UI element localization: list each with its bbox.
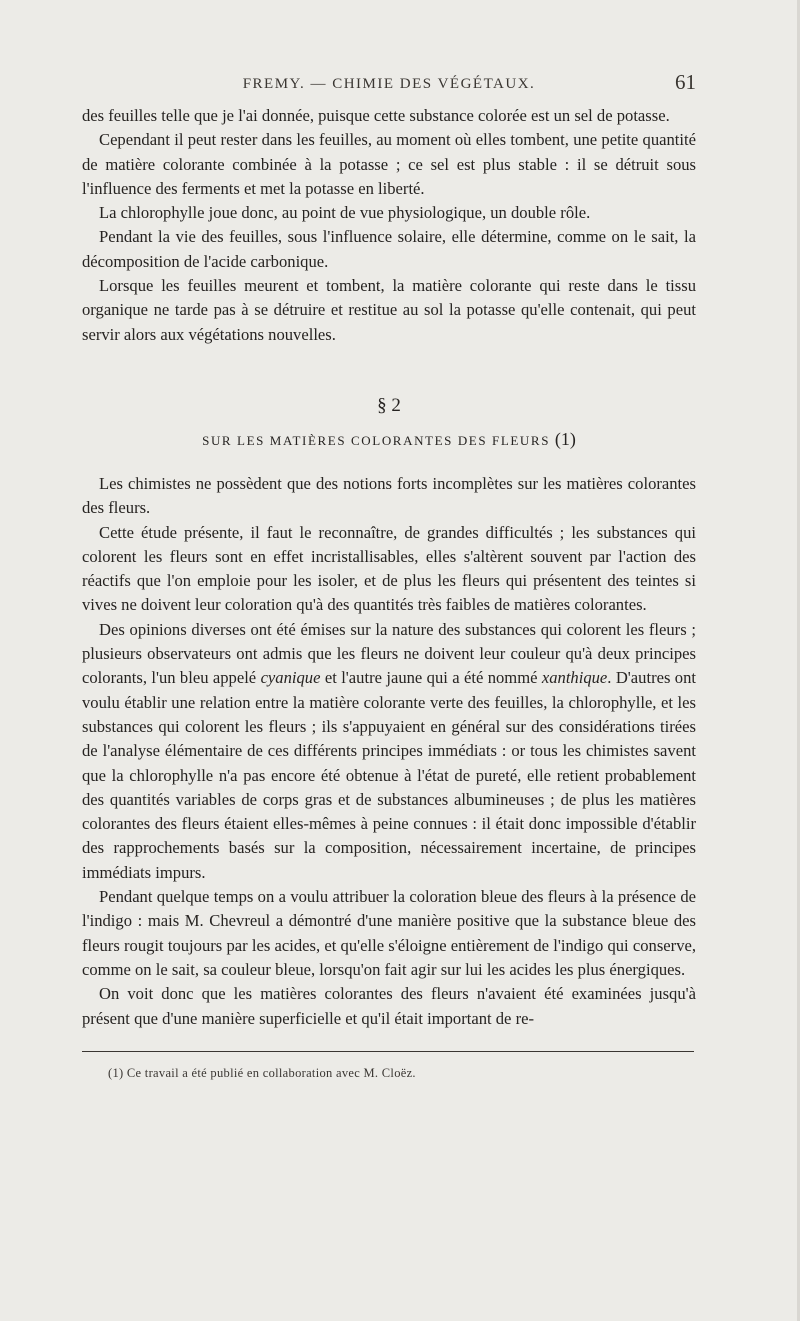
paragraph: Cependant il peut rester dans les feuilles, au moment où elles tombent, une petite quantité de matière colorante combinée à la potasse ; ce sel est plus stable : il se détruit sous l'influence des ferments et met la potasse en liberté.: [82, 130, 696, 198]
section-title: [82, 429, 696, 450]
footnote-reference: (1): [554, 428, 576, 449]
paragraph: Lorsque les feuilles meurent et tombent, la matière colorante qui reste dans le tissu organique ne tarde pas à se détruire et restitue au sol la potasse qu'elle contenait, qui peut servir alors aux végétations nouvelles.: [82, 276, 696, 344]
running-head: [82, 70, 696, 104]
running-title: FREMY. — CHIMIE DES VÉGÉTAUX.: [242, 76, 536, 92]
paragraph: des feuilles telle que je l'ai donnée, puisque cette substance colorée est un sel de potasse.: [82, 106, 670, 125]
section-title-text: SUR LES MATIÈRES COLORANTES DES FLEURS: [202, 432, 551, 448]
paragraph: Des opinions diverses ont été émises sur la nature des substances qui colorent les fleurs ; plusieurs observateurs ont admis que les fleurs ne doivent leur couleur qu'à deux principes colorants, l'un bleu appelé cyanique et l'autre jaune qui a été nommé xanthique. D'autres ont voulu établir une relation entre la matière colorante verte des feuilles, la chlorophylle, et les substances qui colorent les fleurs ; ils s'appuyaient en général sur des considérations tirées de l'analyse élémentaire de ces différents principes immédiats : or tous les chimistes savent que la chlorophylle n'a pas encore été obtenue à l'état de pureté, elle retient probablement des quantités variables de corps gras et de substances albumineuses ; de plus les matières colorantes des fleurs étaient elles-mêmes à peine connues : il était donc impossible d'établir des rapprochements basés sur la composition, nécessairement incertaine, de principes immédiats impurs.: [82, 619, 697, 882]
paragraph: On voit donc que les matières colorantes des fleurs n'avaient été examinées jusqu'à présent que d'une manière superficielle et qu'il était important de re-: [82, 984, 696, 1028]
body-text-after: [82, 472, 696, 1031]
paragraph: Pendant la vie des feuilles, sous l'influence solaire, elle détermine, comme on le sait, la décomposition de l'acide carbonique.: [82, 227, 696, 271]
paragraph: Les chimistes ne possèdent que des notions forts incomplètes sur les matières colorantes des fleurs.: [82, 473, 696, 518]
paragraph: Cette étude présente, il faut le reconnaître, de grandes difficultés ; les substances qui colorent les fleurs sont en effet incristallisables, elles s'altèrent souvent par l'action des réactifs que l'on emploie pour les isoler, et de plus les fleurs qui présentent des teintes si vives ne doivent leur coloration qu'à des quantités très faibles de matières colorantes.: [82, 522, 696, 615]
paragraph: La chlorophylle joue donc, au point de vue physiologique, un double rôle.: [99, 203, 591, 223]
footnote: (1) Ce travail a été publié en collaboration avec M. Cloëz.: [108, 1065, 416, 1080]
page-number: 61: [675, 70, 696, 94]
paragraph: Pendant quelque temps on a voulu attribuer la coloration bleue des fleurs à la présence de l'indigo : mais M. Chevreul a démontré d'une manière positive que la substance bleue des fleurs rougit toujours par les acides, et qu'elle s'éloigne entièrement de l'indigo qui conserve, comme on le sait, sa couleur bleue, lorsqu'on fait agir sur lui les acides les plus énergiques.: [82, 887, 696, 979]
footnote-rule: [82, 1051, 694, 1052]
section-number: § 2: [377, 394, 401, 416]
body-text-before: [82, 104, 696, 347]
